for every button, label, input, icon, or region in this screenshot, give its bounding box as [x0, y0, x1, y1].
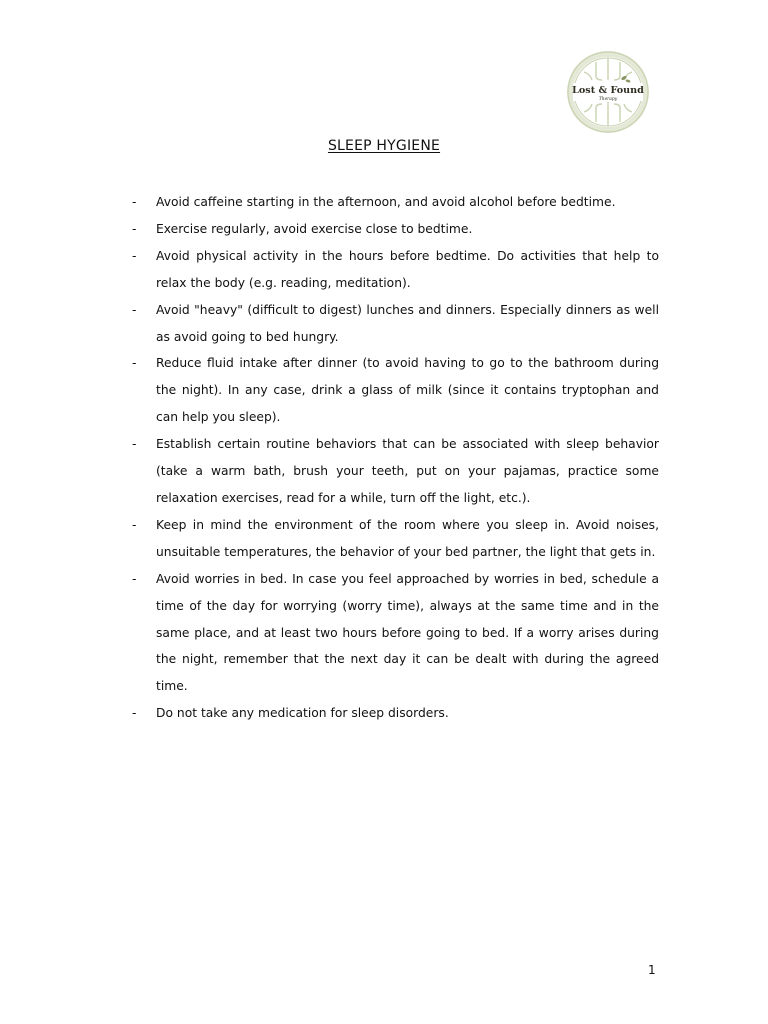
list-item-text: Keep in mind the environment of the room where you sleep in. Avoid noises, unsuitable temperatures, the behavior of your bed partner, the light that gets in.: [156, 517, 659, 559]
list-item: [132, 216, 659, 243]
list-item-text: Exercise regularly, avoid exercise close to bedtime.: [156, 221, 473, 236]
logo-title: Lost & Found: [572, 85, 644, 96]
list-item-text: Avoid physical activity in the hours before bedtime. Do activities that help to relax the body (e.g. reading, meditation).: [156, 248, 659, 290]
logo-subtitle: Therapy: [598, 97, 618, 102]
list-item-text: Do not take any medication for sleep disorders.: [156, 706, 449, 721]
list-item: [132, 431, 659, 512]
list-item: [132, 297, 659, 351]
page-number: 1: [648, 963, 656, 977]
list-item: [132, 189, 659, 216]
page-title: SLEEP HYGIENE: [327, 138, 441, 154]
list-item-text: Reduce fluid intake after dinner (to avoid having to go to the bathroom during the night). In any case, drink a glass of milk (since it contains tryptophan and can help you sleep).: [156, 356, 659, 425]
list-item-text: Avoid caffeine starting in the afternoon, and avoid alcohol before bedtime.: [156, 195, 616, 209]
sleep-hygiene-list: [132, 189, 659, 727]
list-marker: -: [132, 571, 137, 586]
list-item: [132, 566, 659, 701]
list-marker: -: [132, 517, 137, 532]
list-marker: -: [132, 195, 137, 209]
list-marker: -: [132, 221, 137, 236]
list-marker: -: [132, 437, 137, 452]
list-item: [132, 512, 659, 566]
list-item-text: Establish certain routine behaviors that can be associated with sleep behavior (take a warm bath, brush your teeth, put on your pajamas, practice some relaxation exercises, read for a while, turn off the light, etc.).: [156, 437, 659, 505]
list-marker: -: [132, 706, 137, 721]
list-item: [132, 350, 659, 431]
tree-of-life-icon: [566, 50, 650, 134]
list-item: [132, 243, 659, 297]
list-marker: -: [132, 248, 137, 263]
list-item-text: Avoid worries in bed. In case you feel approached by worries in bed, schedule a time of the day for worrying (worry time), always at the same time and in the same place, and at least two hours before going to bed. If a worry arises during the night, remember that the next day it can be dealt with during the agreed time.: [156, 571, 659, 694]
list-marker: -: [132, 356, 137, 371]
list-item-text: Avoid "heavy" (difficult to digest) lunches and dinners. Especially dinners as well as avoid going to bed hungry.: [156, 302, 659, 344]
list-marker: -: [132, 302, 137, 317]
list-item: [132, 700, 659, 727]
lost-and-found-logo: [566, 50, 650, 134]
